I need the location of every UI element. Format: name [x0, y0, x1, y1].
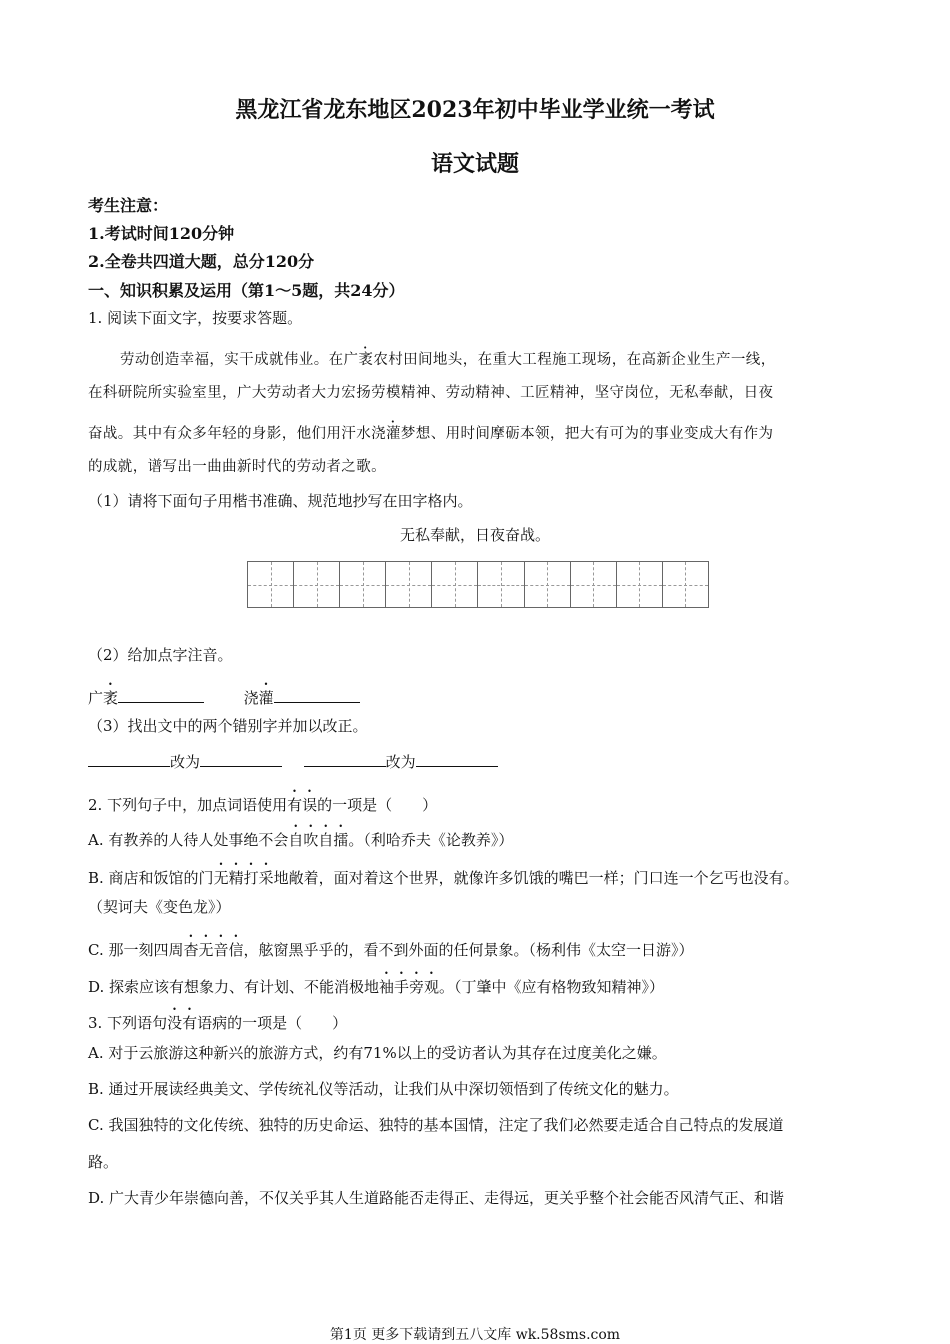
q1-stem: 1. 阅读下面文字，按要求答题。	[88, 309, 303, 327]
section-heading: 一、知识积累及运用（第1～5题，共24分）	[88, 281, 405, 300]
q3-option-b[interactable]: B. 通过开展读经典美文、学传统礼仪等活动，让我们从中深切领悟到了传统文化的魅力。	[88, 1080, 679, 1098]
correction-answers: 改为 改为	[88, 751, 498, 772]
answer-blank[interactable]	[304, 752, 386, 767]
q2-option-a[interactable]: A. 有教养的人待人处事绝不会自吹自擂。（利哈乔夫《论教养》）	[88, 831, 514, 849]
tianzige-cell[interactable]	[571, 562, 617, 607]
answer-blank[interactable]	[416, 752, 498, 767]
exam-title: 黑龙江省龙东地区2023年初中毕业学业统一考试	[235, 97, 715, 123]
q3-option-c-cont: 路。	[88, 1153, 119, 1171]
q2-option-b[interactable]: B. 商店和饭馆的门无精打采地敞着，面对着这个世界，就像许多饥饿的嘴巴一样；门口连一个乞丐也没有。	[88, 869, 799, 887]
q2-stem: 2. 下列句子中，加点词语使用有误的一项是（ ）	[88, 796, 438, 814]
q1-sub1: （1）请将下面句子用楷书准确、规范地抄写在田字格内。	[88, 492, 473, 510]
tianzige-cell[interactable]	[663, 562, 708, 607]
passage-line-2: 在科研院所实验室里，广大劳动者大力宏扬劳模精神、劳动精神、工匠精神，坚守岗位，无私奉献，日夜	[88, 385, 774, 401]
notice-heading: 考生注意：	[88, 196, 169, 215]
q1-sub3: （3）找出文中的两个错别字并加以改正。	[88, 717, 368, 735]
emphasis-char: 袤	[358, 352, 374, 368]
tianzige-cell[interactable]	[617, 562, 663, 607]
notice-item-1: 1.考试时间120分钟	[88, 224, 235, 243]
tianzige-cell[interactable]	[294, 562, 340, 607]
answer-blank[interactable]	[274, 688, 360, 703]
tianzige-cell[interactable]	[386, 562, 432, 607]
answer-blank[interactable]	[118, 688, 204, 703]
tianzige-cell[interactable]	[340, 562, 386, 607]
q1-sub2: （2）给加点字注音。	[88, 646, 233, 664]
tianzige-cell[interactable]	[478, 562, 524, 607]
page-footer: 第1页 更多下载请到五八文库 wk.58sms.com	[329, 1327, 621, 1343]
q3-option-a[interactable]: A. 对于云旅游这种新兴的旅游方式，约有71%以上的受访者认为其存在过度美化之嫌。	[88, 1044, 667, 1062]
q3-option-d[interactable]: D. 广大青少年崇德向善，不仅关乎其人生道路能否走得正、走得远，更关乎整个社会能否风清气正、和谐	[88, 1189, 785, 1207]
tianzige-cell[interactable]	[432, 562, 478, 607]
emphasis-char: 灌	[386, 426, 401, 442]
exam-subtitle: 语文试题	[430, 151, 519, 177]
answer-blank[interactable]	[200, 752, 282, 767]
pinyin-answers: 广袤 浇灌	[88, 680, 360, 708]
tianzige-cell[interactable]	[248, 562, 294, 607]
q2-option-c[interactable]: C. 那一刻四周杳无音信，舷窗黑乎乎的，看不到外面的任何景象。（杨利伟《太空一日游》）	[88, 941, 694, 959]
answer-blank[interactable]	[88, 752, 170, 767]
q2-option-d[interactable]: D. 探索应该有想象力、有计划、不能消极地袖手旁观。（丁肇中《应有格物致知精神》）	[88, 978, 665, 996]
q2-option-b-source: （契诃夫《变色龙》）	[88, 898, 231, 916]
notice-item-2: 2.全卷共四道大题，总分120分	[88, 252, 315, 271]
tianzige-cell[interactable]	[525, 562, 571, 607]
copy-text: 无私奉献，日夜奋战。	[399, 526, 550, 544]
q3-option-c[interactable]: C. 我国独特的文化传统、独特的历史命运、独特的基本国情，注定了我们必然要走适合自己特点的发展道	[88, 1116, 784, 1134]
passage-line-1: 劳动创造幸福，实干成就伟业。在广袤农村田间地头，在重大工程施工现场，在高新企业生产一线，	[120, 352, 776, 368]
passage-line-4: 的成就，谱写出一曲曲新时代的劳动者之歌。	[88, 459, 386, 475]
passage-line-3: 奋战。其中有众多年轻的身影，他们用汗水浇灌梦想、用时间摩砺本领，把大有可为的事业变成大有作为	[88, 426, 774, 442]
q3-stem: 3. 下列语句没有语病的一项是（ ）	[88, 1014, 348, 1032]
tianzige-grid[interactable]	[247, 561, 709, 608]
